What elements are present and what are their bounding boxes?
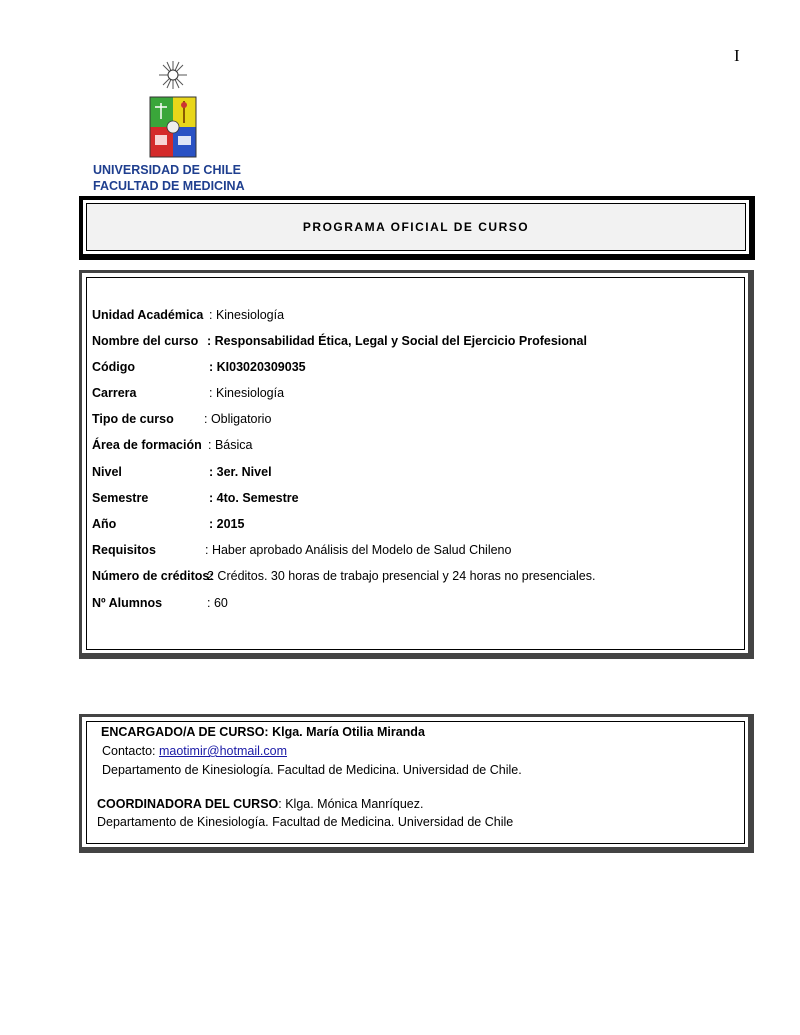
field-value: : Haber aprobado Análisis del Modelo de Salud Chileno [205,543,512,557]
contacto-line [102,744,287,758]
field-value: : 60 [207,596,228,610]
institution-header [93,162,245,194]
university-name: UNIVERSIDAD DE CHILE [93,163,241,177]
field-label: Área de formación [92,438,202,452]
page-number: I [734,46,740,65]
contacto-label: Contacto: [102,744,159,758]
email-link[interactable]: maotimir@hotmail.com [158,744,287,758]
contacts-box [79,714,754,853]
field-value: : Básica [208,438,253,452]
field-label: Unidad Académica [92,308,204,322]
field-label: Tipo de curso [92,412,174,426]
field-label: Nivel [92,465,122,479]
field-label: Nombre del curso [92,334,199,348]
coordinadora-department: Departamento de Kinesiología. Facultad de Medicina. Universidad de Chile [97,815,514,829]
encargado-name: Klga. María Otilia Miranda [268,725,425,739]
page-title: PROGRAMA OFICIAL DE CURSO [86,203,746,251]
field-value: : 2015 [209,517,245,531]
field-label: Nº Alumnos [92,596,163,610]
encargado-label: ENCARGADO/A DE CURSO: [101,725,269,739]
field-label: Requisitos [92,543,156,557]
coordinadora-name: : Klga. Mónica Manríquez. [278,797,424,811]
faculty-name: FACULTAD DE MEDICINA [93,179,245,193]
field-value: : Obligatorio [204,412,272,426]
field-label: Año [92,517,117,531]
coordinadora-label: COORDINADORA DEL CURSO [97,797,279,811]
field-value: : 3er. Nivel [209,465,272,479]
coordinadora-line [97,797,423,811]
field-value: : Kinesiología [209,308,285,322]
field-value: : KI03020309035 [209,360,306,374]
field-label: Semestre [92,491,149,505]
field-value: : 4to. Semestre [209,491,299,505]
field-label: Código [92,360,136,374]
title-box [79,196,755,260]
field-value: : Responsabilidad Ética, Legal y Social del Ejercicio Profesional [207,334,587,348]
course-info-inner [86,277,745,650]
field-value: : Kinesiología [209,386,285,400]
encargado-line [101,725,425,739]
field-label: Número de créditos: [92,569,214,583]
contacts-inner [86,721,745,844]
course-info-box [79,270,754,659]
field-label: Carrera [92,386,137,400]
university-crest-icon [146,59,200,163]
field-value: 2 Créditos. 30 horas de trabajo presencial y 24 horas no presenciales. [207,569,596,583]
encargado-department: Departamento de Kinesiología. Facultad de Medicina. Universidad de Chile. [102,763,522,777]
